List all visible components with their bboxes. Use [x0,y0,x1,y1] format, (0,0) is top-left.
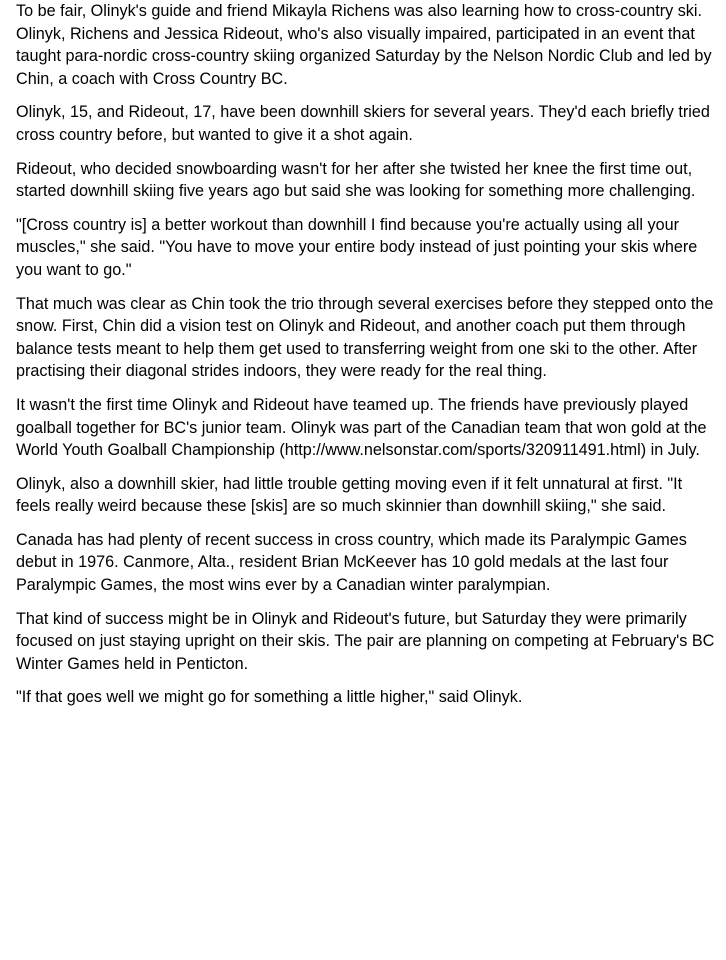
article-paragraph-6: It wasn't the first time Olinyk and Rideout have teamed up. The friends have previously played goalball together for BC's junior team. Olinyk was part of the Canadian team that won gold at the World Youth Goalball Championship (http://www.nelsonstar.com/sports/320911491.html) in July. [16,395,707,460]
article-paragraph-2: Olinyk, 15, and Rideout, 17, have been downhill skiers for several years. They'd each briefly tried cross country before, but wanted to give it a shot again. [16,103,710,144]
article-paragraph-9: That kind of success might be in Olinyk and Rideout's future, but Saturday they were primarily focused on just staying upright on their skis. The pair are planning on competing at February's BC Winter Games held in Penticton. [16,609,715,673]
article-paragraph-3: Rideout, who decided snowboarding wasn't for her after she twisted her knee the first time out, started downhill skiing five years ago but said she was looking for something more challenging. [16,159,696,201]
article-paragraph-5: That much was clear as Chin took the trio through several exercises before they stepped onto the snow. First, Chin did a vision test on Olinyk and Rideout, and another coach put them through balance tests meant to help them get used to transferring weight from one ski to the other. After practising their diagonal strides indoors, they were ready for the real thing. [16,294,714,381]
article-paragraph-7: Olinyk, also a downhill skier, had little trouble getting moving even if it felt unnatural at first. "It feels really weird because these [skis] are so much skinnier than downhill skiing," she said. [16,474,683,516]
article-paragraph-8: Canada has had plenty of recent success in cross country, which made its Paralympic Games debut in 1976. Canmore, Alta., resident Brian McKeever has 10 gold medals at the last four Paralympic Games, the most wins ever by a Canadian winter paralympian. [16,530,687,595]
article-paragraph-1: To be fair, Olinyk's guide and friend Mikayla Richens was also learning how to cross-country ski. Olinyk, Richens and Jessica Rideout, who's also visually impaired, participated in an event that taught para-nordic cross-country skiing organized Saturday by the Nelson Nordic Club and led by Chin, a coach with Cross Country BC. [16,2,712,88]
article-paragraph-4: "[Cross country is] a better workout than downhill I find because you're actually using all your muscles," she said. "You have to move your entire body instead of just pointing your skis where you want to go." [16,215,698,279]
article-paragraph-10: "If that goes well we might go for something a little higher," said Olinyk. [16,688,523,707]
article-body [16,0,716,720]
